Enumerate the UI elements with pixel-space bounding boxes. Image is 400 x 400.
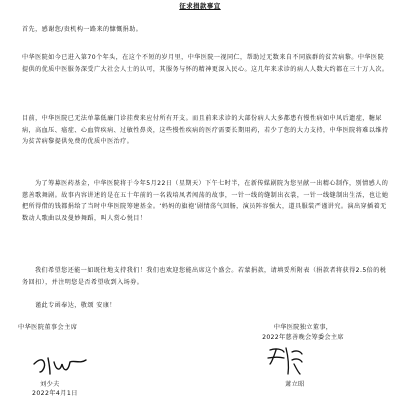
left-signatory-name: 刘少夫 — [40, 381, 60, 388]
paragraph-history: 中华医院如今已进入第70个年头，在这个不短的岁月里，中华医院一视同仁，帮助过无数来自不同族群的贫苦病黎。中华医院提供的优质中医服务深受广大社会人士的认可，其服务与怀的精神更深入民心。这几年来求诊的病人人数大约都在三十万人次。 — [22, 54, 389, 73]
left-signatory-role: 中华医院董事会主席 — [18, 324, 78, 331]
letter-date: 2022年4月1日 — [32, 390, 78, 397]
right-signatory-name: 萧立昭 — [285, 381, 305, 388]
paragraph-event: 为了筹募医药基金，中华医院将于今年5月22日（星期天）下午七时半，在新传媒剧院为您呈献一出精心制作，别情感人的慈善歌舞剧。故事内容讲述的是在五十年前的一名栽培凤者闯荡的故事，一针一线的缝制出衣裳，一针一线缝制出生活，也让她把所得借的钱都捐给了当时中华医院筹建基金。‘妈妈的旗袍’剧情荡气回肠，演员阵容强大，道具服装严谨讲究。演出穿插着无数动人歌曲以及曼妙舞蹈，叫人赏心悦目！ — [22, 180, 389, 222]
paragraph-need: 目前，中华医院已无法单靠低廉门诊挂费来应付所有开支。而且前来求诊的大部份病人大多都患有慢性病如中风后遗症，糖尿病，高血压、癌症、心血管疾病、过敏性鼻炎，这些慢性疾病的医疗需要长期用药，若少了您的大力支持，中华医院将难以维持为贫苦病黎提供免费的优质中医治疗。 — [22, 115, 389, 146]
right-signatory-role — [228, 323, 378, 343]
left-handwritten-signature — [30, 350, 90, 378]
paragraph-greeting: 首先，感谢您/贵机构一路来的慷慨捐助。 — [22, 26, 143, 33]
right-signatory-role-line2: 2022年慈善晚会筹委会主席 — [262, 334, 344, 341]
right-handwritten-signature — [262, 344, 306, 378]
paragraph-appeal: 我们希望您还能一如既往地支持我们！我们也欢迎您能出席这个盛会。若蒙捐款，请填妥所附表（捐款者将获得2.5倍的税务回扣），并注明您是否希望收到入场券。 — [22, 267, 387, 286]
right-signatory-role-line1: 中华医院独立董事， — [273, 324, 333, 331]
paragraph-closing: 谨此专函奉达，敬颂 安康！ — [35, 302, 116, 309]
letter-title: 征求捐款事宜 — [179, 2, 221, 10]
